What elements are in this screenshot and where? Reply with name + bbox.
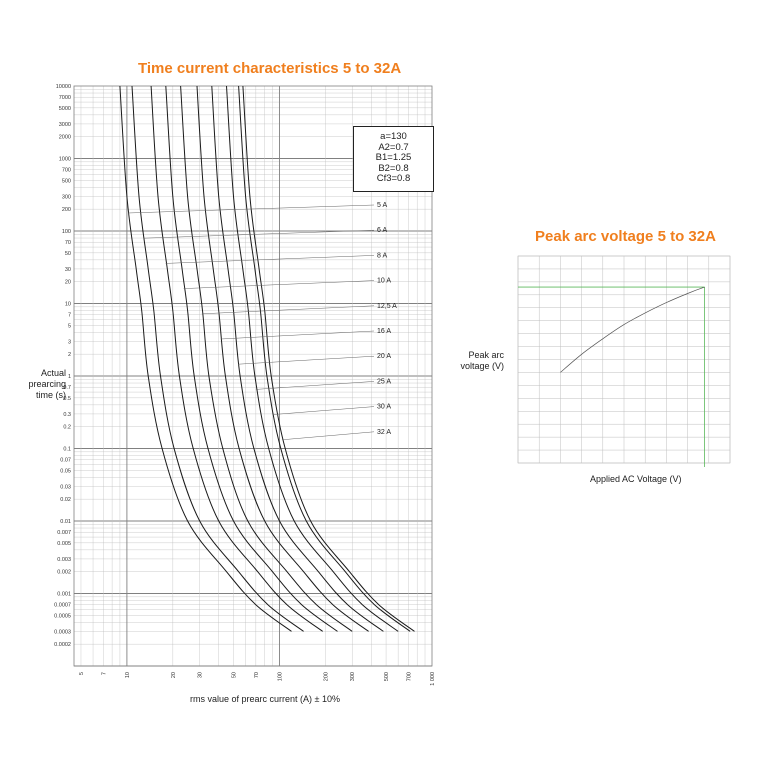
fuse-parameter: A2=0.7 (378, 141, 409, 153)
y-tick-label: 0.0005 (54, 613, 71, 620)
curve-10-a (166, 86, 338, 631)
time-current-x-axis-label: rms value of prearc current (A) ± 10% (190, 694, 340, 704)
series-label: 8 A (377, 252, 388, 260)
y-tick-label: 0.03 (60, 484, 71, 491)
x-tick-label: 70 (253, 672, 260, 679)
y-tick-label: 3000 (58, 121, 71, 128)
y-tick-label: 70 (64, 240, 71, 247)
series-leader-line (273, 407, 374, 415)
y-tick-label: 700 (61, 167, 71, 174)
y-tick-label: 10000 (55, 84, 71, 90)
series-label: 12,5 A (377, 302, 397, 310)
series-label: 16 A (377, 328, 392, 335)
x-tick-label: 30 (197, 672, 204, 679)
y-tick-label: 100 (61, 229, 71, 235)
y-tick-label: 3 (67, 339, 71, 346)
y-tick-label: 0.0003 (54, 629, 71, 636)
x-tick-label: 500 (384, 672, 391, 682)
y-tick-label: 0.002 (57, 569, 71, 576)
curve-8-a (151, 86, 323, 631)
x-tick-label: 300 (350, 672, 357, 682)
series-label: 30 A (377, 403, 392, 411)
x-tick-label: 10 (124, 672, 131, 679)
series-label: 20 A (377, 353, 392, 361)
y-tick-label: 2000 (58, 134, 71, 141)
peak-arc-x-axis-label: Applied AC Voltage (V) (590, 474, 682, 484)
y-tick-label: 5 (67, 323, 71, 330)
fuse-parameter: B1=1.25 (375, 152, 412, 163)
y-tick-label: 300 (61, 194, 71, 201)
time-current-y-axis-label: Actual prearcing time (s) (28, 368, 66, 400)
y-tick-label: 1000 (58, 156, 71, 163)
y-tick-label: 20 (64, 279, 71, 286)
peak-arc-y-axis-label: Peak arc voltage (V) (460, 350, 504, 371)
y-tick-label: 0.05 (60, 468, 71, 475)
y-tick-label: 10 (64, 301, 71, 308)
curve-6-a (132, 86, 304, 631)
x-tick-label: 100 (277, 672, 284, 682)
y-tick-label: 5000 (58, 105, 71, 112)
y-tick-label: 0.02 (60, 497, 71, 504)
fuse-parameters-box (353, 126, 434, 192)
x-tick-label: 7 (101, 672, 108, 676)
y-tick-label: 0.07 (60, 457, 71, 464)
series-leader-line (256, 381, 374, 389)
y-tick-label: 1 (67, 374, 71, 380)
series-leader-line (238, 356, 374, 364)
series-label: 32 A (377, 428, 392, 436)
x-tick-label: 20 (170, 672, 177, 679)
y-tick-label: 7000 (58, 95, 71, 102)
curve-16-a (197, 86, 369, 631)
fuse-parameter: a=130 (380, 131, 407, 142)
y-tick-label: 500 (61, 178, 71, 185)
y-tick-label: 2 (67, 352, 71, 359)
time-current-chart-title: Time current characteristics 5 to 32A (138, 60, 402, 77)
y-tick-label: 0.0007 (54, 602, 71, 609)
curve-5-a (120, 86, 292, 631)
fuse-parameter: B2=0.8 (378, 162, 409, 174)
x-tick-label: 700 (406, 672, 413, 682)
x-tick-label: 50 (231, 672, 238, 679)
series-leader-line (282, 432, 374, 440)
series-leader-line (166, 255, 374, 263)
y-tick-label: 0.003 (57, 556, 71, 563)
y-tick-label: 0.007 (57, 530, 71, 537)
y-tick-label: 0.01 (60, 519, 71, 525)
fuse-parameter: Cf3=0.8 (376, 173, 411, 184)
y-tick-label: 200 (61, 207, 71, 214)
y-tick-label: 0.2 (63, 424, 71, 431)
y-tick-label: 0.005 (57, 540, 71, 547)
y-tick-label: 0.7 (63, 385, 71, 392)
y-tick-label: 30 (64, 266, 71, 273)
y-tick-label: 50 (64, 250, 71, 257)
peak-arc-chart-title: Peak arc voltage 5 to 32A (535, 228, 716, 245)
y-tick-label: 0.5 (63, 395, 71, 402)
y-tick-label: 7 (67, 312, 71, 319)
series-label: 5 A (377, 202, 388, 209)
y-tick-label: 0.1 (63, 446, 71, 453)
series-label: 10 A (377, 277, 392, 285)
series-labels (128, 202, 397, 440)
series-label: 6 A (377, 227, 388, 235)
x-tick-label: 1 000 (430, 672, 436, 686)
series-label: 25 A (377, 378, 392, 386)
y-tick-label: 0.0002 (54, 642, 71, 649)
x-tick-label: 200 (323, 672, 330, 682)
x-tick-label: 5 (78, 672, 85, 676)
y-tick-label: 0.3 (63, 411, 71, 418)
y-tick-label: 0.001 (57, 591, 71, 598)
